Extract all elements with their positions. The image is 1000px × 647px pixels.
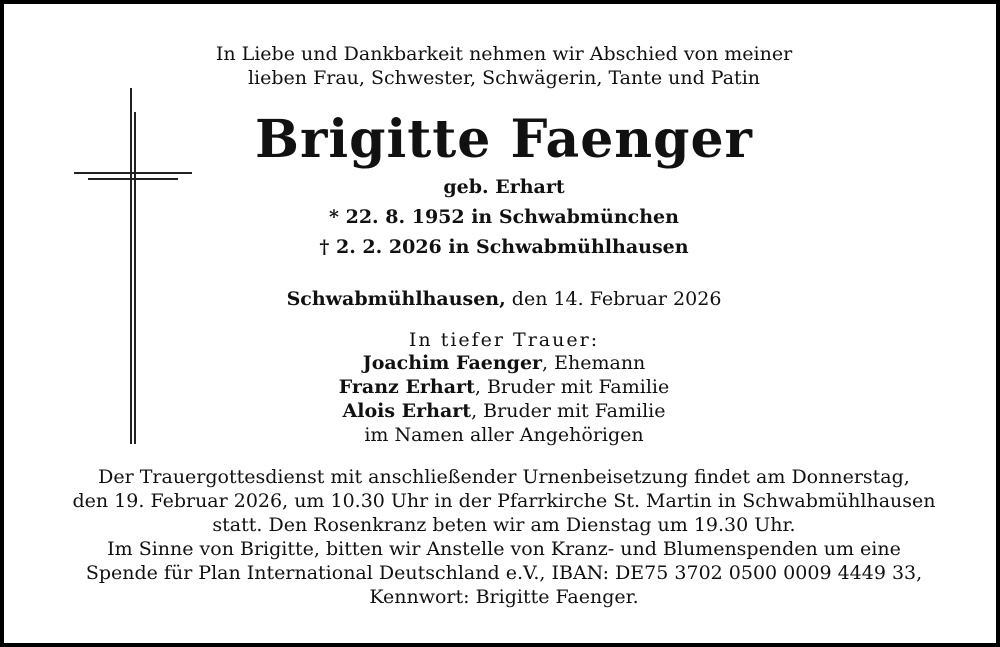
place: Schwabmühlhausen,: [286, 288, 506, 310]
mourner-relation: , Ehemann: [542, 352, 646, 374]
service-line: Im Sinne von Brigitte, bitten wir Anstelle von Kranz- und Blumenspenden um eine: [107, 538, 901, 560]
service-line: Der Trauergottesdienst mit anschließender Urnenbeisetzung findet am Donnerstag,: [98, 466, 910, 488]
service-line: statt. Den Rosenkranz beten wir am Dienstag um 19.30 Uhr.: [212, 514, 796, 536]
intro-line-1: In Liebe und Dankbarkeit nehmen wir Abschied von meiner: [215, 43, 793, 65]
mourner-name: Joachim Faenger: [362, 352, 543, 374]
service-line: Kennwort: Brigitte Faenger.: [369, 586, 639, 608]
death-date: † 2. 2. 2026 in Schwabmühlhausen: [319, 236, 689, 258]
maiden-name: geb. Erhart: [443, 176, 565, 198]
deceased-name: Brigitte Faenger: [255, 109, 753, 170]
service-line: den 19. Februar 2026, um 10.30 Uhr in der Pfarrkirche St. Martin in Schwabmühlhausen: [72, 490, 936, 512]
mourners-heading: In tiefer Trauer:: [408, 329, 600, 351]
intro-line-2: lieben Frau, Schwester, Schwägerin, Tante und Patin: [247, 67, 761, 89]
mourner-relation: , Bruder mit Familie: [474, 376, 670, 398]
mourner-item: [4, 352, 1000, 375]
mourner-relation: , Bruder mit Familie: [471, 400, 666, 422]
mourners-closing: im Namen aller Angehörigen: [364, 424, 644, 446]
place-date: [4, 288, 1000, 311]
date: den 14. Februar 2026: [505, 288, 722, 310]
birth-date: * 22. 8. 1952 in Schwabmünchen: [329, 206, 679, 228]
mourner-name: Alois Erhart: [342, 400, 472, 422]
mourner-name: Franz Erhart: [338, 376, 475, 398]
mourner-item: [4, 400, 1000, 423]
mourner-item: [4, 376, 1000, 399]
service-line: Spende für Plan International Deutschland e.V., IBAN: DE75 3702 0500 0009 4449 33,: [85, 562, 923, 584]
